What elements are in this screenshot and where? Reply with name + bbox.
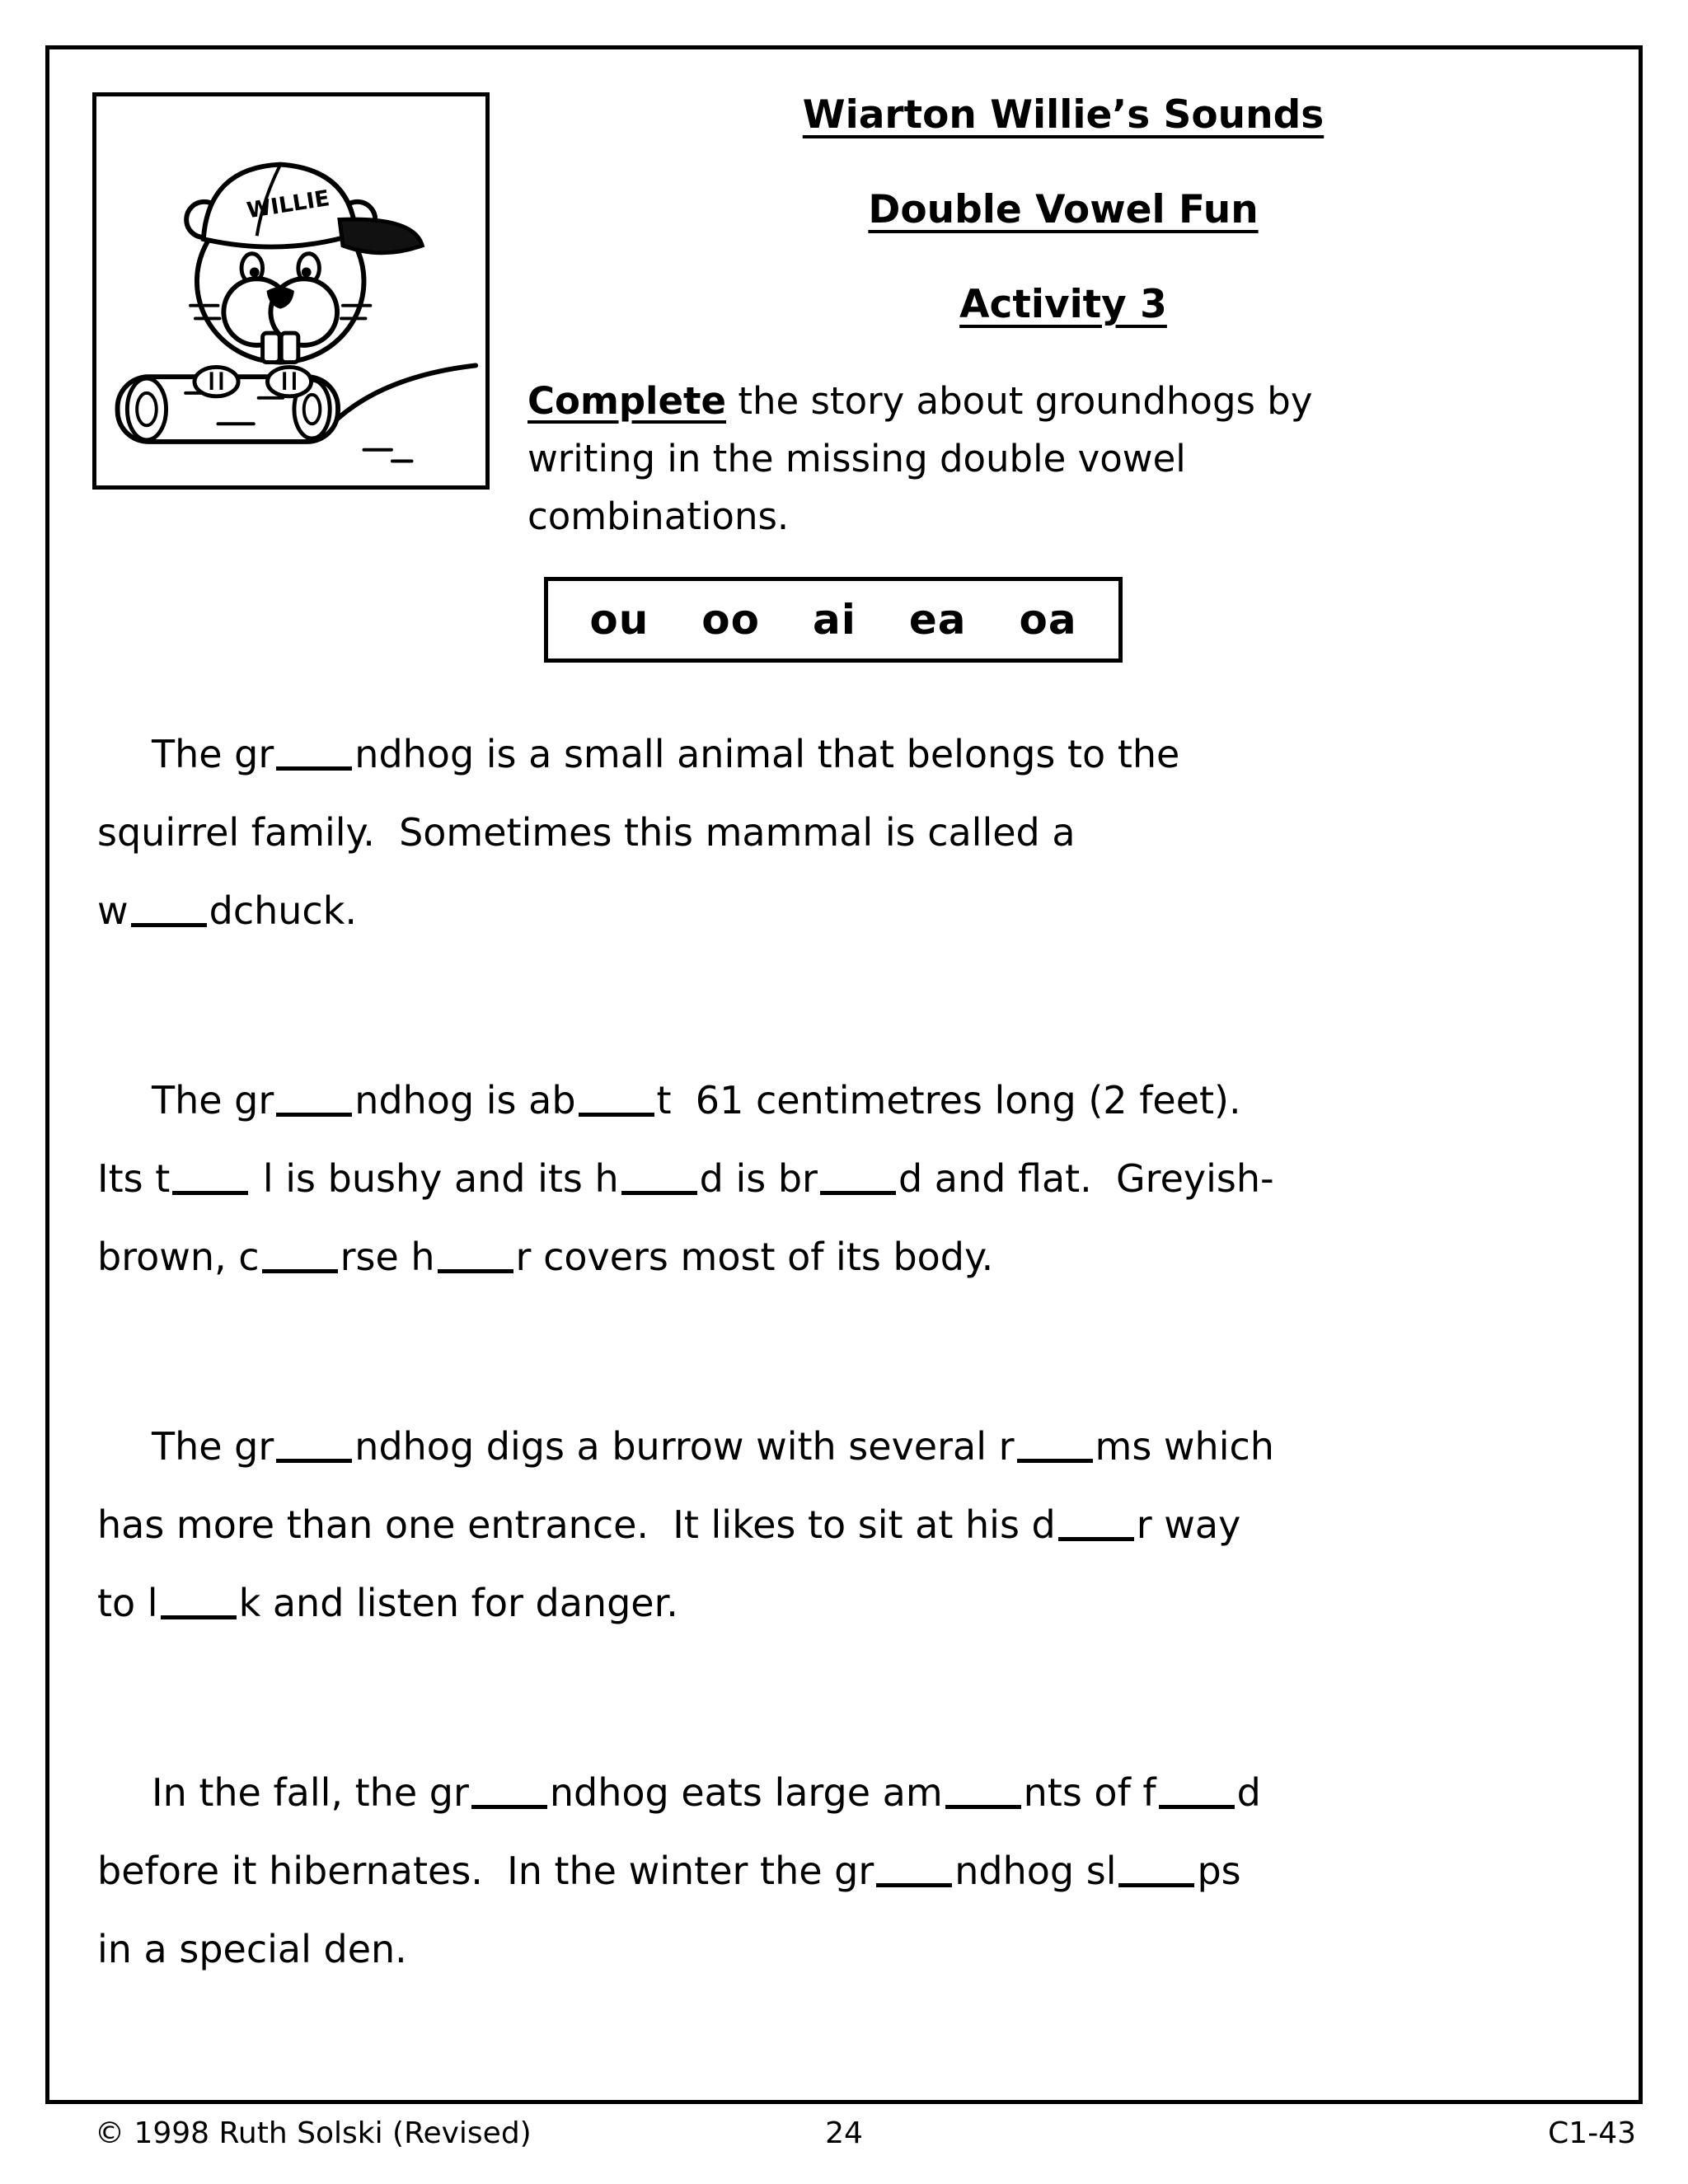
answer-blank[interactable] xyxy=(1058,1537,1134,1541)
story-text: dchuck. xyxy=(209,888,357,933)
story-text: ndhog eats large am xyxy=(549,1770,943,1815)
story-text: ndhog is a small animal that belongs to the xyxy=(354,732,1180,776)
story-text: r covers most of its body. xyxy=(515,1235,994,1279)
story-text: t 61 centimetres long (2 feet). xyxy=(656,1078,1241,1122)
answer-blank[interactable] xyxy=(276,766,352,771)
answer-blank[interactable] xyxy=(276,1113,352,1117)
vowel-option-ou: ou xyxy=(589,596,649,644)
left-paw xyxy=(195,367,238,396)
story-text: before it hibernates. In the winter the gr xyxy=(97,1849,874,1893)
story-paragraph xyxy=(97,715,1599,950)
left-pupil xyxy=(250,267,260,277)
answer-blank[interactable] xyxy=(438,1269,513,1273)
answer-blank[interactable] xyxy=(579,1113,654,1117)
instruction-line3: combinations. xyxy=(528,494,790,538)
footer xyxy=(45,2116,1643,2158)
instruction-bold-word: Complete xyxy=(528,379,727,423)
story-text: d and flat. Greyish- xyxy=(898,1156,1274,1201)
story-text: ndhog sl xyxy=(954,1849,1117,1893)
answer-blank[interactable] xyxy=(1118,1883,1194,1887)
vowel-option-ai: ai xyxy=(813,596,856,644)
answer-blank[interactable] xyxy=(876,1883,952,1887)
story-text: The gr xyxy=(152,1078,274,1122)
story-text: w xyxy=(97,888,129,933)
footer-page-number: 24 xyxy=(825,2116,863,2150)
story-paragraph xyxy=(97,1062,1599,1296)
story-text: In the fall, the gr xyxy=(152,1770,469,1815)
story-text: k and listen for danger. xyxy=(238,1581,678,1625)
footer-doc-code: C1-43 xyxy=(1548,2116,1636,2150)
mound-line xyxy=(335,365,476,420)
header-block xyxy=(528,92,1599,327)
answer-blank[interactable] xyxy=(471,1805,547,1809)
story-text: The gr xyxy=(152,1424,274,1469)
answer-blank[interactable] xyxy=(621,1191,697,1195)
answer-blank[interactable] xyxy=(262,1269,338,1273)
footer-copyright: © 1998 Ruth Solski (Revised) xyxy=(95,2116,532,2150)
vowel-option-ea: ea xyxy=(908,596,967,644)
vowel-option-oo: oo xyxy=(701,596,760,644)
subtitle: Double Vowel Fun xyxy=(868,187,1259,232)
answer-blank[interactable] xyxy=(161,1615,237,1619)
story-text: r way xyxy=(1136,1502,1241,1547)
answer-blank[interactable] xyxy=(945,1805,1021,1809)
tooth-right xyxy=(281,333,298,362)
vowel-choice-box xyxy=(544,577,1123,663)
answer-blank[interactable] xyxy=(172,1191,248,1195)
story-text: d is br xyxy=(699,1156,818,1201)
story-text: The gr xyxy=(152,732,274,776)
story-text: brown, c xyxy=(97,1235,260,1279)
story-text: has more than one entrance. It likes to sit at his d xyxy=(97,1502,1056,1547)
cap-label-text: WILLIE xyxy=(245,185,332,224)
story-text: d xyxy=(1236,1770,1261,1815)
story-text: ndhog digs a burrow with several r xyxy=(354,1424,1015,1469)
answer-blank[interactable] xyxy=(1017,1459,1093,1463)
story-text: nts of f xyxy=(1023,1770,1156,1815)
page-title: Wiarton Willie’s Sounds xyxy=(802,92,1325,138)
story-text: rse h xyxy=(340,1235,435,1279)
story-text: in a special den. xyxy=(97,1927,407,1971)
groundhog-illustration xyxy=(96,96,485,485)
log-end-outer xyxy=(127,378,166,440)
story-text: ndhog is ab xyxy=(354,1078,576,1122)
story-paragraph xyxy=(97,1754,1599,1989)
instruction xyxy=(528,373,1582,546)
tooth-left xyxy=(263,333,280,362)
vowel-option-oa: oa xyxy=(1019,596,1077,644)
story-text: ms which xyxy=(1095,1424,1274,1469)
story-text: to l xyxy=(97,1581,158,1625)
story-text: squirrel family. Sometimes this mammal is called a xyxy=(97,810,1076,855)
illustration-box xyxy=(92,92,490,490)
answer-blank[interactable] xyxy=(820,1191,896,1195)
instruction-line1: the story about groundhogs by xyxy=(726,379,1313,423)
answer-blank[interactable] xyxy=(131,923,207,927)
activity-heading: Activity 3 xyxy=(959,282,1167,327)
answer-blank[interactable] xyxy=(276,1459,352,1463)
cap-brim xyxy=(340,219,422,253)
sketch-dashes xyxy=(364,450,412,462)
story-paragraph xyxy=(97,1408,1599,1643)
instruction-line2: writing in the missing double vowel xyxy=(528,437,1186,480)
right-paw xyxy=(267,367,311,396)
right-pupil xyxy=(302,267,312,277)
story-text: l is bushy and its h xyxy=(251,1156,619,1201)
story xyxy=(97,715,1599,2100)
answer-blank[interactable] xyxy=(1159,1805,1235,1809)
story-text: Its t xyxy=(97,1156,171,1201)
story-text: ps xyxy=(1197,1849,1241,1893)
